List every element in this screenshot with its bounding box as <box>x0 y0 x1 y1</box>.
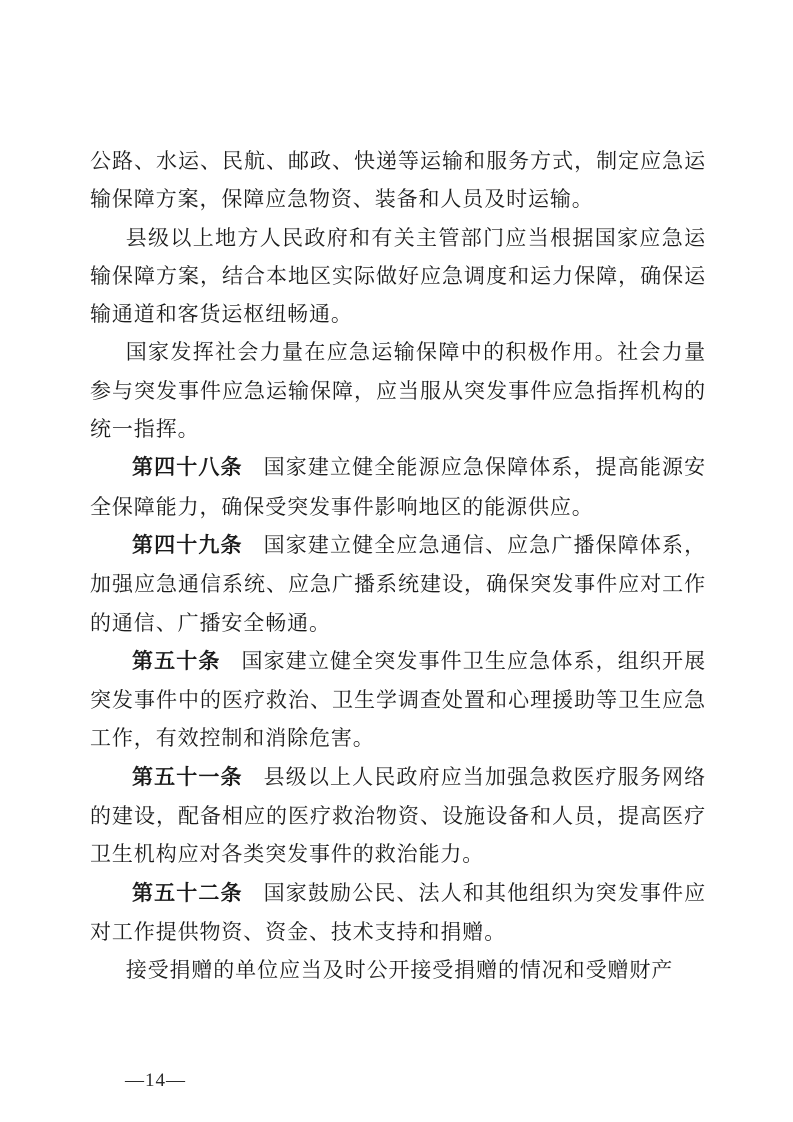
paragraph-text: 国家建立健全突发事件卫生应急体系，组织开展突发事件中的医疗救治、卫生学调查处置和心理援助等卫生应急工作，有效控制和消除危害。 <box>90 648 706 751</box>
paragraph <box>90 333 706 448</box>
paragraph <box>90 142 706 219</box>
paragraph <box>90 219 706 334</box>
paragraph-text: 国家建立健全应急通信、应急广播保障体系，加强应急通信系统、应急广播系统建设，确保突发事件应对工作的通信、广播安全畅通。 <box>90 532 707 635</box>
article-number: 第四十九条 <box>132 533 243 557</box>
paragraph-text: 国家鼓励公民、法人和其他组织为突发事件应对工作提供物资、资金、技术支持和捐赠。 <box>90 880 707 944</box>
article-number: 第四十八条 <box>132 456 243 480</box>
page-body-text <box>90 142 706 990</box>
paragraph-article-50 <box>90 642 706 758</box>
paragraph <box>90 951 706 989</box>
paragraph-text: 县级以上地方人民政府和有关主管部门应当根据国家应急运输保障方案，结合本地区实际做好应急调度和运力保障，确保运输通道和客货运枢纽畅通。 <box>90 225 706 327</box>
article-number: 第五十条 <box>132 649 221 673</box>
article-number: 第五十一条 <box>132 765 243 789</box>
paragraph-text: 县级以上人民政府应当加强急救医疗服务网络的建设，配备相应的医疗救治物资、设施设备和人员，提高医疗卫生机构应对各类突发事件的救治能力。 <box>90 764 707 867</box>
paragraph-article-48 <box>90 448 706 526</box>
paragraph-text: 国家建立健全能源应急保障体系，提高能源安全保障能力，确保受突发事件影响地区的能源供应。 <box>90 455 707 519</box>
paragraph-article-49 <box>90 526 706 642</box>
paragraph-text: 国家发挥社会力量在应急运输保障中的积极作用。社会力量参与突发事件应急运输保障，应当服从突发事件应急指挥机构的统一指挥。 <box>90 340 706 442</box>
paragraph-text: 接受捐赠的单位应当及时公开接受捐赠的情况和受赠财产 <box>125 958 674 983</box>
paragraph-article-52 <box>90 874 706 952</box>
article-number: 第五十二条 <box>132 881 243 905</box>
paragraph-article-51 <box>90 758 706 874</box>
page-number: —14— <box>125 1070 186 1091</box>
paragraph-text: 公路、水运、民航、邮政、快递等运输和服务方式，制定应急运输保障方案，保障应急物资、装备和人员及时运输。 <box>90 149 706 212</box>
